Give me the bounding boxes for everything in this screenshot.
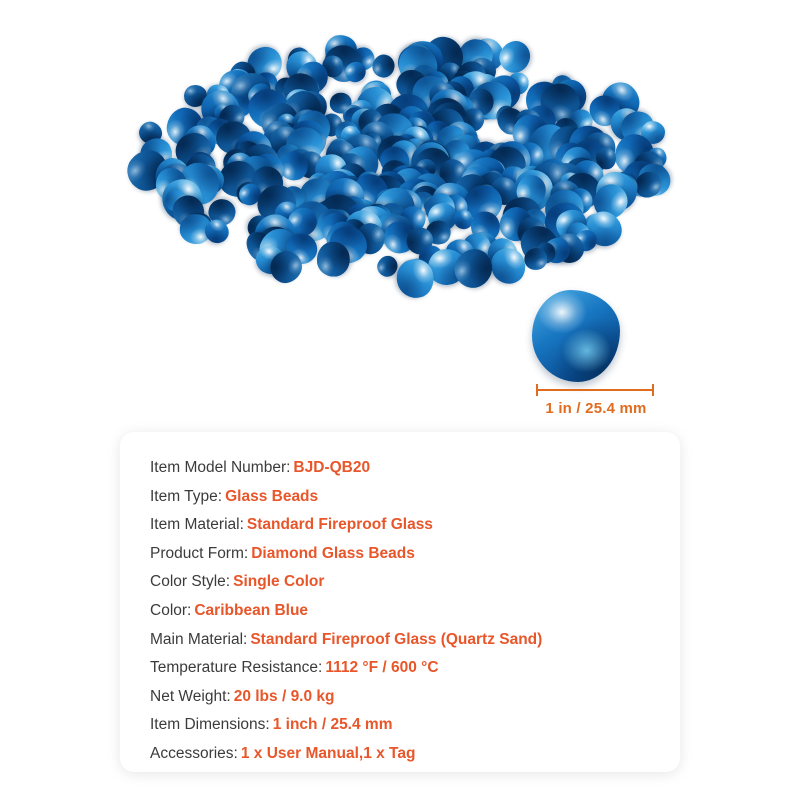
spec-value: Single Color [233,573,325,591]
spec-label: Product Form: [150,544,249,562]
scale-bar-line [536,389,654,391]
spec-value: Glass Beads [225,487,319,505]
spec-value: 1112 °F / 600 °C [325,659,439,677]
glass-bead [316,242,349,277]
spec-row [150,540,650,569]
spec-value: BJD-QB20 [293,459,371,476]
spec-value: Standard Fireproof Glass (Quartz Sand) [250,630,543,648]
spec-row [150,483,650,512]
spec-value: 1 inch / 25.4 mm [272,716,393,734]
spec-row [150,740,650,769]
spec-value: 1 x User Manual,1 x Tag [240,744,416,762]
spec-label: Color Style: [150,573,231,591]
spec-row [150,711,650,740]
spec-label: Item Model Number: [150,459,291,476]
spec-row [150,654,650,683]
spec-row [150,454,650,483]
spec-label: Item Material: [150,516,244,534]
spec-row [150,626,650,655]
scale-bar-label: 1 in / 25.4 mm [545,400,647,417]
specification-card [120,432,680,772]
spec-label: Net Weight: [150,687,231,705]
spec-value: 20 lbs / 9.0 kg [233,687,335,705]
spec-row [150,511,650,540]
spec-row [150,683,650,712]
scale-bar-right-cap [652,384,654,396]
spec-label: Item Type: [150,487,223,505]
bead-pile-image [118,28,688,298]
spec-value: Caribbean Blue [194,601,309,619]
spec-row [150,597,650,626]
spec-label: Temperature Resistance: [150,659,323,677]
spec-value: Standard Fireproof Glass [246,516,433,534]
scale-bar-left-cap [536,384,538,396]
spec-label: Accessories: [150,744,238,762]
spec-value: Diamond Glass Beads [251,544,415,562]
spec-label: Item Dimensions: [150,716,270,734]
scale-bar [536,384,654,396]
spec-row [150,568,650,597]
single-bead-closeup [532,290,620,382]
spec-label: Main Material: [150,630,248,648]
spec-label: Color: [150,601,192,619]
